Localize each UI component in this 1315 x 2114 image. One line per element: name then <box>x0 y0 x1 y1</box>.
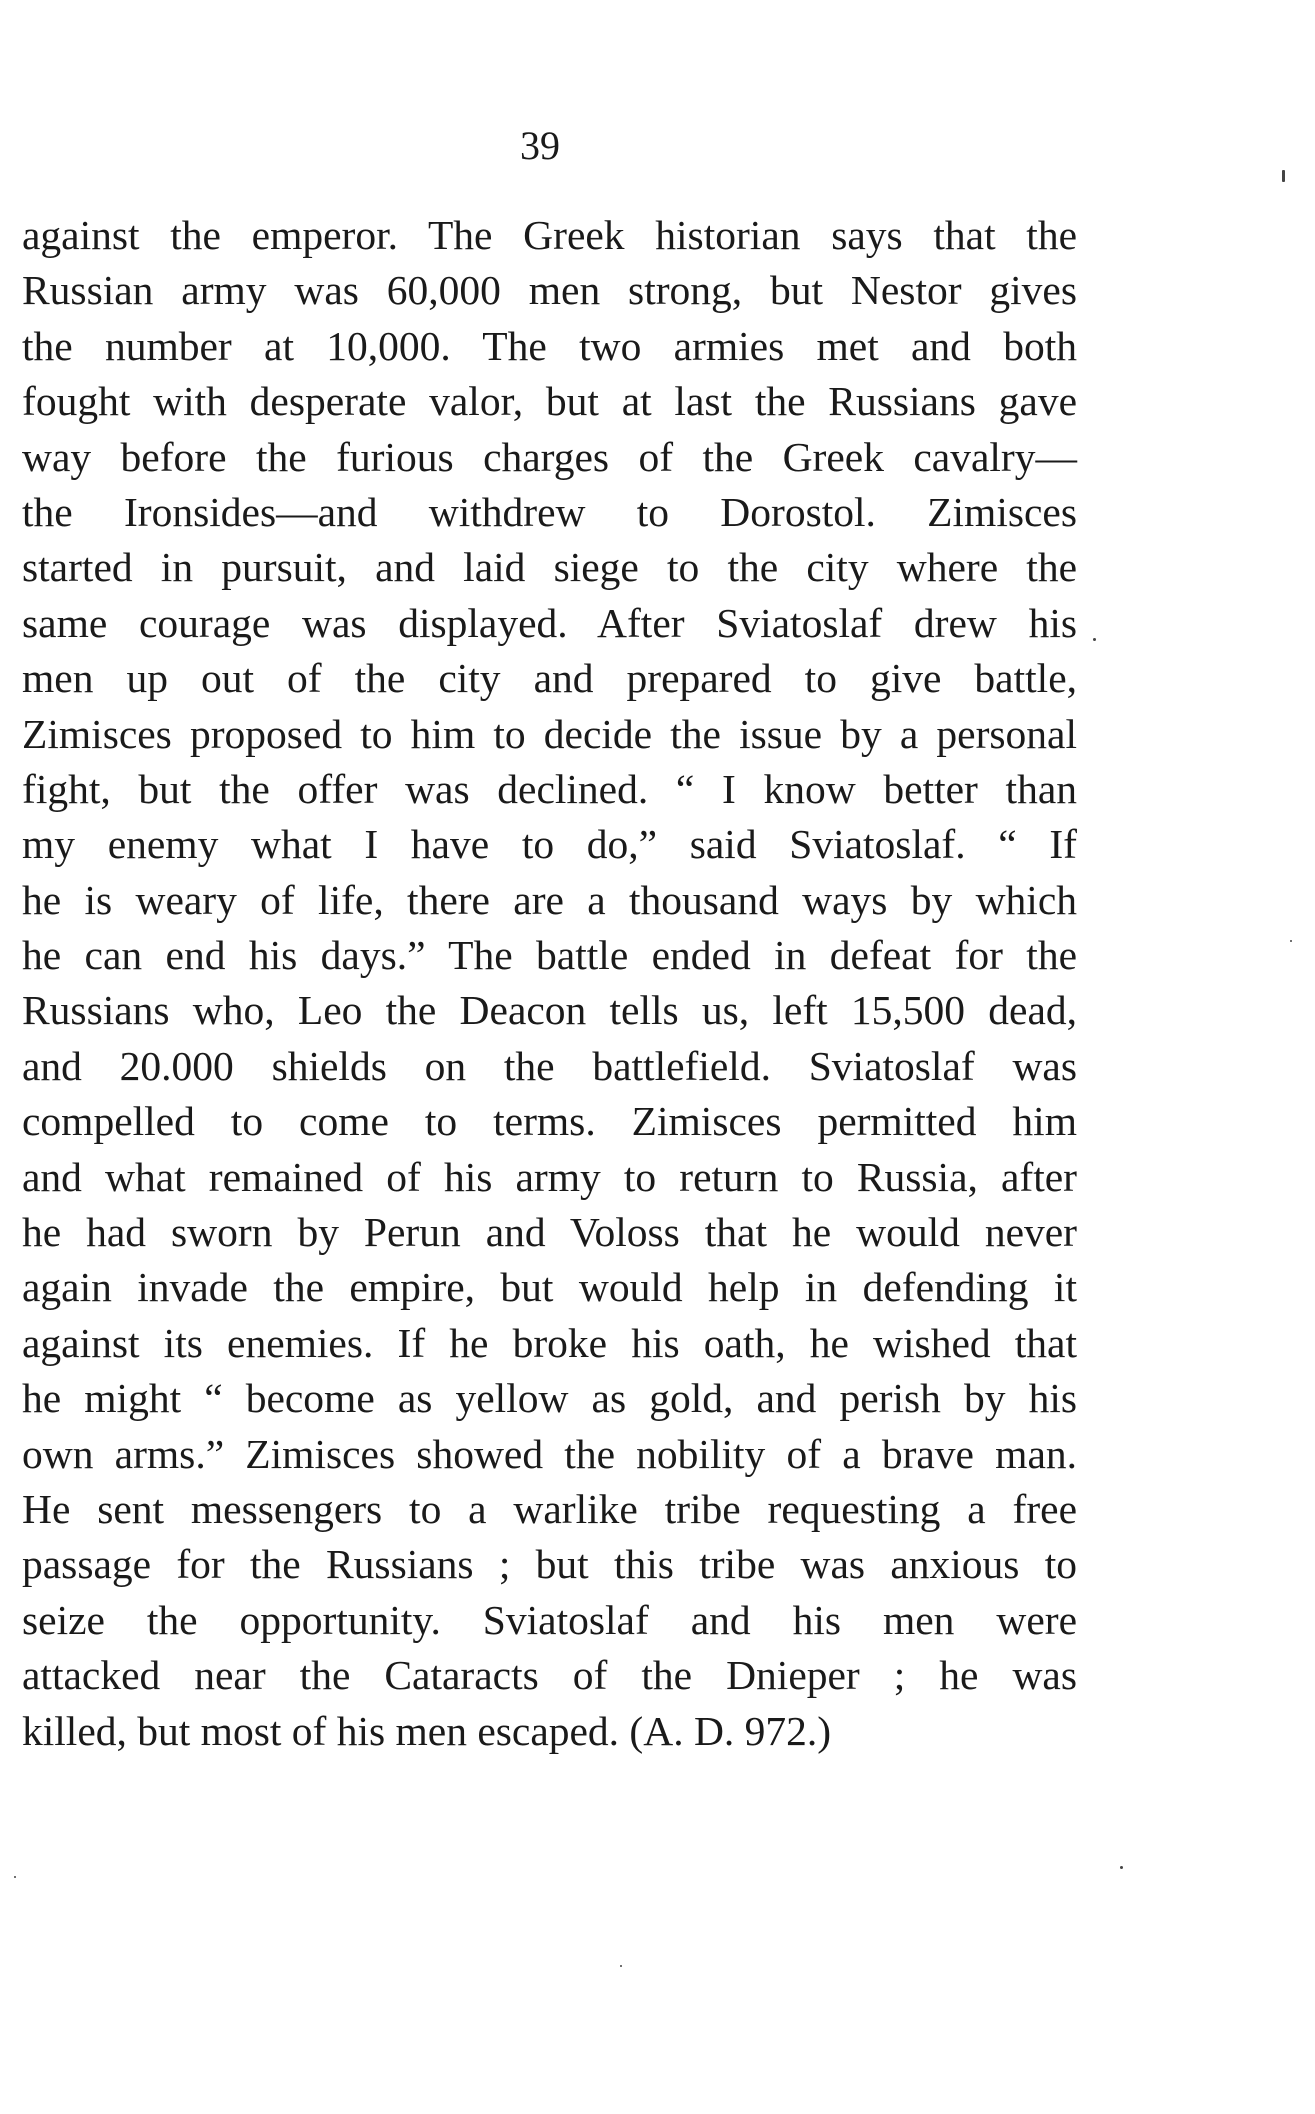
text-line: he might “ become as yellow as gold, and perish by his <box>22 1375 1077 1422</box>
scan-speck <box>620 1965 622 1967</box>
text-line: He sent messengers to a warlike tribe requesting a free <box>22 1485 1077 1532</box>
scan-speck <box>1120 1866 1123 1869</box>
scan-speck <box>1282 170 1285 182</box>
text-line: against its enemies. If he broke his oath, he wished that <box>22 1319 1077 1366</box>
text-line: started in pursuit, and laid siege to the city where the <box>22 544 1077 591</box>
text-line: same courage was displayed. After Sviatoslaf drew his <box>22 599 1077 646</box>
text-line: own arms.” Zimisces showed the nobility of a brave man. <box>22 1430 1077 1477</box>
text-line: the number at 10,000. The two armies met and both <box>22 322 1077 369</box>
text-line: against the emperor. The Greek historian says that the <box>22 212 1077 258</box>
text-line: Russians who, Leo the Deacon tells us, left 15,500 dead, <box>22 987 1077 1034</box>
text-line: Zimisces proposed to him to decide the issue by a personal <box>22 710 1077 757</box>
text-line: fought with desperate valor, but at last the Russians gave <box>22 378 1077 425</box>
text-line: he is weary of life, there are a thousand ways by which <box>22 876 1077 923</box>
scan-speck <box>14 1876 16 1878</box>
text-line: way before the furious charges of the Greek cavalry— <box>22 433 1077 480</box>
text-line: the Ironsides—and withdrew to Dorostol. Zimisces <box>22 488 1077 535</box>
page-number: 39 <box>520 123 560 168</box>
text-line: and 20.000 shields on the battlefield. Sviatoslaf was <box>22 1042 1077 1089</box>
text-line: passage for the Russians ; but this tribe was anxious to <box>22 1541 1077 1588</box>
scan-speck <box>1093 638 1096 641</box>
text-line: he can end his days.” The battle ended in defeat for the <box>22 932 1077 979</box>
scan-speck <box>1290 940 1292 942</box>
text-line: compelled to come to terms. Zimisces permitted him <box>22 1098 1077 1145</box>
text-line: Russian army was 60,000 men strong, but Nestor gives <box>22 267 1077 314</box>
text-line: and what remained of his army to return to Russia, after <box>22 1153 1077 1200</box>
text-line: men up out of the city and prepared to give battle, <box>22 655 1077 702</box>
text-line: killed, but most of his men escaped. (A. D. 972.) <box>22 1707 832 1754</box>
text-line: seize the opportunity. Sviatoslaf and his men were <box>22 1596 1077 1643</box>
text-line: fight, but the offer was declined. “ I know better than <box>22 765 1077 812</box>
text-line: attacked near the Cataracts of the Dnieper ; he was <box>22 1652 1077 1699</box>
text-line: my enemy what I have to do,” said Sviatoslaf. “ If <box>22 821 1077 868</box>
body-text <box>22 208 1077 1759</box>
text-line: again invade the empire, but would help in defending it <box>22 1264 1077 1311</box>
text-line: he had sworn by Perun and Voloss that he would never <box>22 1209 1077 1256</box>
